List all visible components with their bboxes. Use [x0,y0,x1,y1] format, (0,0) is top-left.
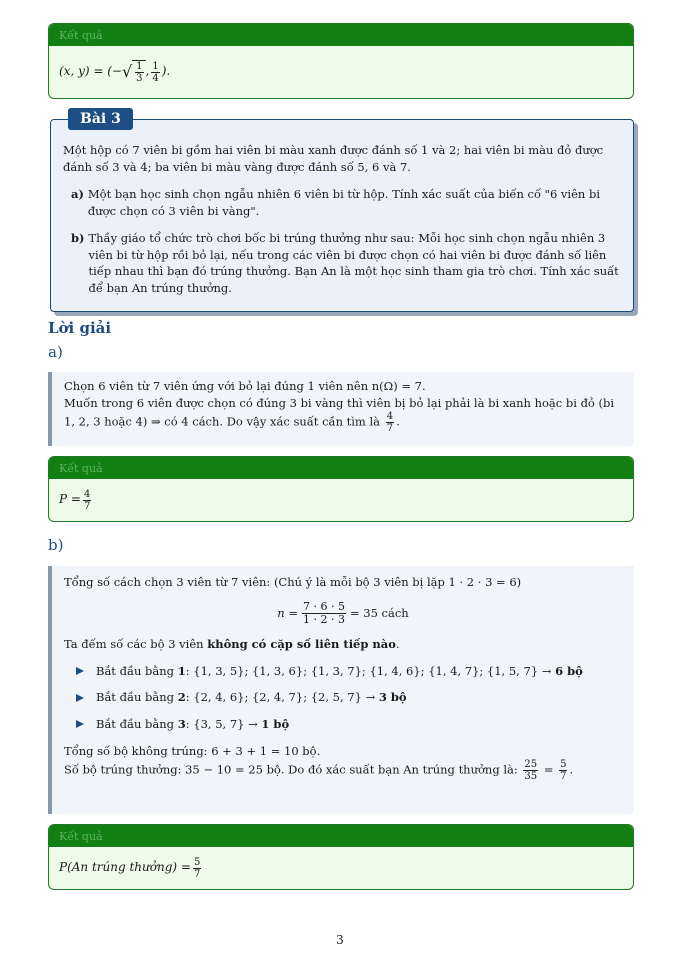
result-1-fraction: $\frac{1}{4}$ [152,60,159,84]
sol-b-line-4: Số bộ trúng thưởng: 35 − 10 = 25 bộ. Do đó xác suất bạn An trúng thưởng là: $\frac{25}{35}$ = $\frac{5}{7}$ . [64,759,574,783]
problem-tag: Bài 3 [68,108,133,130]
sol-b-line-2: Ta đếm số các bộ 3 viên không có cặp số liên tiếp nào. [64,636,400,651]
problem-part-b: b) Thầy giáo tổ chức trò chơi bốc bi trúng thưởng như sau: Mỗi học sinh chọn ngẫu nhiên 3 viên bi từ hộp rồi bỏ lại, nếu trong các viên bi được chọn có hai viên bi được đánh số liên tiếp nhau thì bạn đó trúng thưởng. Bạn An là một học sinh tham gia trò chơi. Tính xác suất để bạn An trúng thưởng. [71,231,619,296]
problem-intro: Một hộp có 7 viên bi gồm hai viên bi màu xanh được đánh số 1 và 2; hai viên bi màu đỏ được đánh số 3 và 4; ba viên bi màu vàng được đánh số 5, 6 và 7. [63,143,604,174]
triangle-bullet-icon [76,720,84,728]
solution-b [48,566,634,814]
list-item: Bắt đầu bằng 2 : {2, 4, 6}; {2, 4, 7}; {2, 5, 7} → 3 bộ [64,689,622,706]
result-1-body: (x, y) = (− √ $\frac{1}{3}$ , $\frac{1}{4}$ ). [59,60,171,84]
result-box-2: Kết quả P = $\frac{4}{7}$ [48,456,634,522]
sol-b-line-1: Tổng số cách chọn 3 viên từ 7 viên: (Chú ý là mỗi bộ 3 viên bị lặp 1 · 2 · 3 = 6) [64,575,522,589]
solution-a [48,372,634,446]
result-3-body: P(An trúng thưởng) = $\frac{5}{7}$ [59,856,201,880]
sol-a-line-2: Muốn trong 6 viên được chọn có đúng 3 bi vàng thì viên bị bỏ lại phải là bi xanh hoặc bi đỏ (bi [64,395,615,410]
part-b-heading: b) [48,536,64,554]
list-item: Bắt đầu bằng 3 : {3, 5, 7} → 1 bộ [64,716,622,733]
result-box-1 [48,23,634,99]
result-1-prefix: (x, y) = (− [59,64,122,79]
sol-a-line-1: Chọn 6 viên từ 7 viên ứng với bỏ lại đúng 1 viên nên n(Ω) = 7. [64,379,426,393]
sol-b-line-3: Tổng số bộ không trúng: 6 + 3 + 1 = 10 bộ. [64,743,321,758]
sol-a-line-3: 1, 2, 3 hoặc 4) ⇒ có 4 cách. Do vậy xác suất cần tìm là $\frac{4}{7}$ . [64,411,400,435]
sol-b-equation: n = $\frac{7 \cdot 6 \cdot 5}{1 \cdot 2 \cdot 3}$ = 35 cách [277,599,409,626]
sqrt-symbol: √ $\frac{1}{3}$ [122,60,146,84]
triangle-bullet-icon [76,694,84,702]
solution-heading: Lời giải [48,319,112,337]
triangle-bullet-icon [76,667,84,675]
list-item: Bắt đầu bằng 1 : {1, 3, 5}; {1, 3, 6}; {1, 3, 7}; {1, 4, 6}; {1, 4, 7}; {1, 5, 7} → 6 bộ [64,663,622,680]
result-label: Kết quả [49,24,633,46]
result-box-3: Kết quả P(An trúng thưởng) = $\frac{5}{7}$ [48,824,634,890]
problem-part-a: a) Một bạn học sinh chọn ngẫu nhiên 6 viên bi từ hộp. Tính xác suất của biến cố "6 viên bi được chọn có 3 viên bi vàng". [71,187,600,218]
part-a-heading: a) [48,343,63,361]
result-2-body: P = $\frac{4}{7}$ [59,488,91,512]
page-number: 3 [336,933,344,947]
problem-box [50,119,634,312]
